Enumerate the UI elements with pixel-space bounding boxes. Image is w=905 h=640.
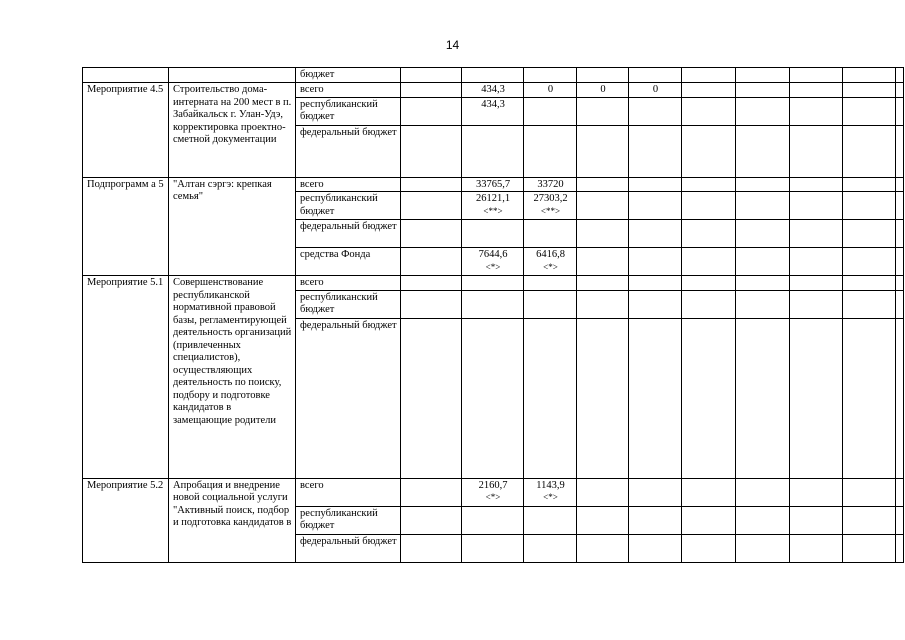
amount-cell (462, 125, 524, 177)
amount-cell (843, 506, 896, 534)
measure-code: Мероприятие 5.1 (83, 276, 169, 479)
amount-cell (682, 506, 736, 534)
amount-cell (462, 97, 524, 125)
funding-source: всего (296, 177, 401, 192)
amount-cell (524, 318, 577, 478)
amount-cell (736, 177, 790, 192)
amount-cell (896, 83, 904, 98)
amount-cell (736, 318, 790, 478)
amount-cell (843, 220, 896, 248)
amount-cell (524, 290, 577, 318)
amount-cell (843, 276, 896, 291)
amount-cell (843, 177, 896, 192)
amount-value: 0 (547, 84, 554, 95)
amount-cell (401, 478, 462, 506)
amount-cell (524, 177, 577, 192)
table-row (83, 68, 904, 83)
amount-note: <*> (543, 261, 558, 272)
amount-cell (790, 248, 843, 276)
amount-value: 434,3 (481, 98, 505, 110)
amount-cell (401, 290, 462, 318)
amount-cell (629, 97, 682, 125)
amount-cell (524, 478, 577, 506)
amount-cell (401, 506, 462, 534)
funding-source: республиканский бюджет (296, 192, 401, 220)
amount-cell (577, 506, 629, 534)
amount-cell (843, 478, 896, 506)
measure-name (169, 68, 296, 83)
amount-cell (843, 83, 896, 98)
amount-cell (577, 220, 629, 248)
amount-cell (577, 83, 629, 98)
amount-cell (462, 68, 524, 83)
amount-cell (524, 192, 577, 220)
amount-cell (577, 177, 629, 192)
amount-cell (896, 68, 904, 83)
amount-value: 2160,7 (478, 479, 508, 491)
amount-cell (736, 125, 790, 177)
amount-value: 0 (652, 84, 659, 95)
amount-cell (401, 97, 462, 125)
measure-name: Апробация и внедрение новой социальной услуги "Активный поиск, подбор и подготовка кандидатов в (169, 478, 296, 562)
amount-cell (401, 248, 462, 276)
amount-cell (577, 478, 629, 506)
amount-cell (896, 125, 904, 177)
amount-cell (524, 125, 577, 177)
amount-cell (682, 290, 736, 318)
amount-cell (462, 220, 524, 248)
amount-cell (462, 276, 524, 291)
amount-cell (462, 248, 524, 276)
amount-cell (577, 318, 629, 478)
amount-cell (790, 318, 843, 478)
amount-cell (790, 125, 843, 177)
amount-cell (577, 534, 629, 562)
funding-source: федеральный бюджет (296, 534, 401, 562)
amount-value: 27303,2 (533, 193, 568, 204)
amount-cell (896, 276, 904, 291)
amount-cell (401, 125, 462, 177)
amount-cell (629, 220, 682, 248)
funding-source: бюджет (296, 68, 401, 83)
funding-source: федеральный бюджет (296, 220, 401, 248)
amount-value: 33720 (537, 178, 564, 190)
amount-cell (736, 478, 790, 506)
amount-cell (401, 276, 462, 291)
amount-cell (682, 318, 736, 478)
amount-value: 434,3 (481, 84, 505, 95)
amount-cell (524, 276, 577, 291)
amount-value: 0 (600, 84, 606, 95)
amount-cell (629, 276, 682, 291)
amount-note: <**> (483, 205, 503, 216)
amount-cell (736, 290, 790, 318)
amount-cell (462, 478, 524, 506)
amount-cell (524, 506, 577, 534)
amount-cell (682, 248, 736, 276)
amount-cell (790, 220, 843, 248)
amount-cell (843, 192, 896, 220)
amount-cell (896, 290, 904, 318)
amount-cell (524, 83, 577, 98)
amount-cell (736, 276, 790, 291)
amount-cell (682, 177, 736, 192)
funding-source: всего (296, 276, 401, 291)
amount-cell (896, 177, 904, 192)
amount-note: <*> (543, 492, 558, 502)
amount-cell (524, 534, 577, 562)
amount-cell (462, 192, 524, 220)
amount-cell (401, 83, 462, 98)
amount-cell (629, 68, 682, 83)
amount-cell (577, 290, 629, 318)
funding-source: республиканский бюджет (296, 290, 401, 318)
amount-cell (896, 534, 904, 562)
amount-cell (629, 177, 682, 192)
amount-cell (524, 248, 577, 276)
amount-cell (790, 83, 843, 98)
amount-value: 26121,1 (475, 193, 511, 204)
amount-cell (401, 220, 462, 248)
amount-cell (577, 192, 629, 220)
amount-cell (790, 192, 843, 220)
amount-cell (843, 318, 896, 478)
measure-name: Строительство дома-интерната на 200 мест в п. Забайкальск г. Улан-Удэ, корректировка проектно-сметной документации (169, 83, 296, 178)
amount-cell (736, 506, 790, 534)
amount-cell (577, 97, 629, 125)
amount-cell (736, 83, 790, 98)
measure-name: "Алтан сэргэ: крепкая семья" (169, 177, 296, 276)
amount-cell (790, 534, 843, 562)
amount-cell (736, 248, 790, 276)
amount-cell (843, 125, 896, 177)
amount-cell (577, 125, 629, 177)
amount-cell (629, 478, 682, 506)
amount-cell (629, 506, 682, 534)
amount-cell (790, 506, 843, 534)
amount-cell (790, 290, 843, 318)
page-number: 14 (445, 38, 460, 52)
amount-cell (401, 177, 462, 192)
amount-cell (629, 534, 682, 562)
amount-cell (682, 97, 736, 125)
amount-cell (790, 478, 843, 506)
table-row (83, 177, 904, 192)
amount-cell (736, 192, 790, 220)
amount-cell (736, 97, 790, 125)
amount-cell (896, 478, 904, 506)
amount-cell (896, 318, 904, 478)
amount-cell (843, 68, 896, 83)
measure-code: Мероприятие 4.5 (83, 83, 169, 178)
amount-value: 7644,6 (478, 249, 508, 260)
amount-cell (682, 220, 736, 248)
amount-cell (524, 68, 577, 83)
amount-cell (736, 534, 790, 562)
amount-cell (790, 97, 843, 125)
amount-cell (843, 290, 896, 318)
table-row (83, 276, 904, 291)
amount-cell (682, 68, 736, 83)
amount-cell (462, 534, 524, 562)
measure-code: Мероприятие 5.2 (83, 478, 169, 562)
funding-source: всего (296, 83, 401, 98)
amount-cell (896, 220, 904, 248)
amount-cell (462, 177, 524, 192)
amount-cell (682, 534, 736, 562)
funding-source: республиканский бюджет (296, 97, 401, 125)
funding-source: республиканский бюджет (296, 506, 401, 534)
amount-cell (682, 83, 736, 98)
amount-cell (577, 68, 629, 83)
amount-cell (843, 534, 896, 562)
amount-cell (577, 248, 629, 276)
amount-cell (524, 97, 577, 125)
amount-cell (462, 506, 524, 534)
amount-cell (790, 276, 843, 291)
amount-cell (577, 276, 629, 291)
funding-source: федеральный бюджет (296, 125, 401, 177)
amount-cell (682, 125, 736, 177)
amount-cell (629, 248, 682, 276)
funding-source: средства Фонда (296, 248, 401, 276)
amount-cell (629, 83, 682, 98)
amount-cell (462, 318, 524, 478)
amount-cell (736, 220, 790, 248)
amount-cell (629, 125, 682, 177)
budget-table (82, 67, 904, 563)
amount-cell (462, 290, 524, 318)
amount-cell (896, 248, 904, 276)
amount-cell (401, 192, 462, 220)
table-row (83, 83, 904, 98)
amount-cell (629, 192, 682, 220)
measure-code (83, 68, 169, 83)
amount-cell (401, 68, 462, 83)
amount-cell (629, 318, 682, 478)
amount-cell (896, 506, 904, 534)
amount-cell (896, 97, 904, 125)
amount-value: 6416,8 (536, 249, 565, 260)
amount-note: <*> (485, 261, 501, 272)
amount-cell (682, 276, 736, 291)
amount-value: 33765,7 (475, 178, 511, 190)
amount-cell (736, 68, 790, 83)
amount-cell (896, 192, 904, 220)
amount-value: 1143,9 (536, 479, 565, 491)
amount-cell (401, 534, 462, 562)
amount-cell (843, 248, 896, 276)
measure-name: Совершенствование республиканской нормативной правовой базы, регламентирующей деятельность организаций (привлеченных специалистов), осуществляющих деятельность по поиску, подбору и подготовке кандидатов в замещающие родители (169, 276, 296, 479)
amount-cell (524, 220, 577, 248)
amount-cell (790, 68, 843, 83)
table-row (83, 478, 904, 506)
amount-cell (790, 177, 843, 192)
amount-cell (462, 83, 524, 98)
amount-note: <**> (540, 205, 561, 216)
funding-source: федеральный бюджет (296, 318, 401, 478)
amount-cell (682, 478, 736, 506)
amount-cell (843, 97, 896, 125)
measure-code: Подпрограмм а 5 (83, 177, 169, 276)
amount-cell (682, 192, 736, 220)
funding-source: всего (296, 478, 401, 506)
amount-cell (401, 318, 462, 478)
amount-cell (629, 290, 682, 318)
amount-note: <*> (485, 492, 501, 502)
